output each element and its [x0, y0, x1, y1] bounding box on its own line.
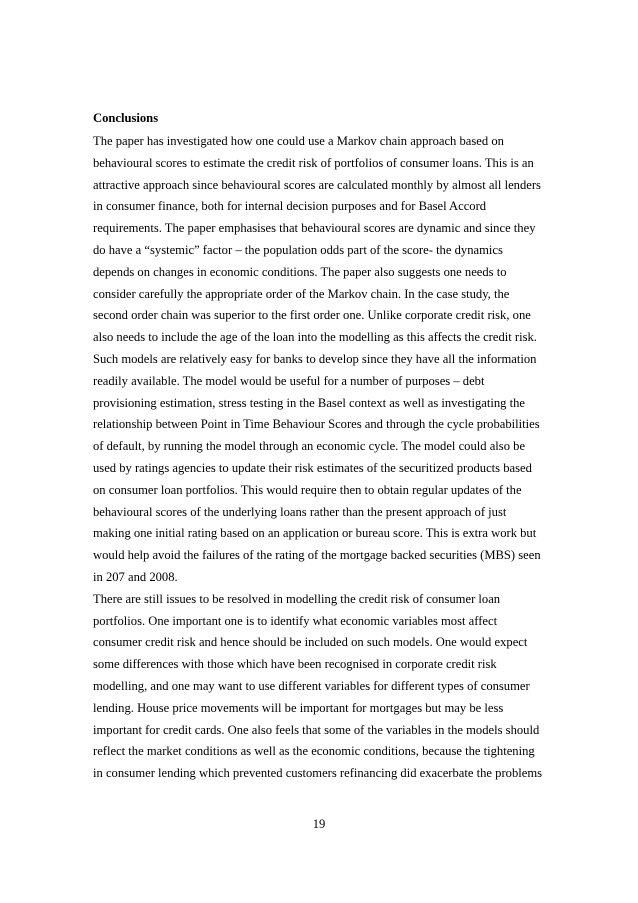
text-line: in consumer finance, both for internal decision purposes and for Basel Accord: [93, 199, 487, 214]
text-line: readily available. The model would be useful for a number of purposes – debt: [93, 373, 485, 388]
page-number: 19: [312, 817, 326, 831]
text-line: of default, by running the model through an economic cycle. The model could also be: [93, 439, 526, 454]
text-line: used by ratings agencies to update their risk estimates of the securitized products based: [93, 460, 532, 475]
text-line: requirements. The paper emphasises that behavioural scores are dynamic and since they: [93, 221, 536, 236]
text-line: behavioural scores to estimate the credit risk of portfolios of consumer loans. This is an: [93, 155, 534, 170]
text-line: some differences with those which have been recognised in corporate credit risk: [93, 657, 497, 672]
text-line: There are still issues to be resolved in modelling the credit risk of consumer loan: [93, 591, 501, 606]
text-line: The paper has investigated how one could use a Markov chain approach based on: [93, 134, 504, 148]
text-line: in 207 and 2008.: [93, 569, 178, 584]
text-line: lending. House price movements will be important for mortgages but may be less: [93, 700, 504, 715]
text-line: making one initial rating based on an application or bureau score. This is extra work but: [93, 526, 537, 541]
text-line: Such models are relatively easy for banks to develop since they have all the information: [93, 351, 537, 366]
text-line: consider carefully the appropriate order of the Markov chain. In the case study, the: [93, 286, 510, 301]
text-line: portfolios. One important one is to identify what economic variables most affect: [93, 613, 498, 628]
text-line: important for credit cards. One also feels that some of the variables in the models should: [93, 722, 540, 737]
text-line: attractive approach since behavioural scores are calculated monthly by almost all lenders: [93, 177, 541, 192]
section-heading: Conclusions: [93, 111, 159, 125]
body-text: [93, 133, 553, 787]
text-line: consumer credit risk and hence should be included on such models. One would expect: [93, 635, 528, 650]
text-line: behavioural scores of the underlying loans rather than the present approach of just: [93, 504, 507, 519]
text-line: second order chain was superior to the first order one. Unlike corporate credit risk, one: [93, 308, 531, 323]
text-line: modelling, and one may want to use different variables for different types of consumer: [93, 678, 530, 693]
text-line: do have a “systemic” factor – the population odds part of the score- the dynamics: [93, 242, 503, 257]
text-line: on consumer loan portfolios. This would require then to obtain regular updates of the: [93, 482, 522, 497]
text-line: would help avoid the failures of the rating of the mortgage backed securities (MBS) seen: [93, 548, 541, 563]
text-line: reflect the market conditions as well as the economic conditions, because the tightening: [93, 744, 535, 759]
text-line: provisioning estimation, stress testing in the Basel context as well as investigating the: [93, 395, 525, 410]
text-line: in consumer lending which prevented customers refinancing did exacerbate the problems: [93, 766, 543, 781]
text-line: depends on changes in economic conditions. The paper also suggests one needs to: [93, 264, 507, 279]
text-line: also needs to include the age of the loan into the modelling as this affects the credit risk.: [93, 330, 537, 345]
text-line: relationship between Point in Time Behaviour Scores and through the cycle probabilities: [93, 417, 540, 432]
